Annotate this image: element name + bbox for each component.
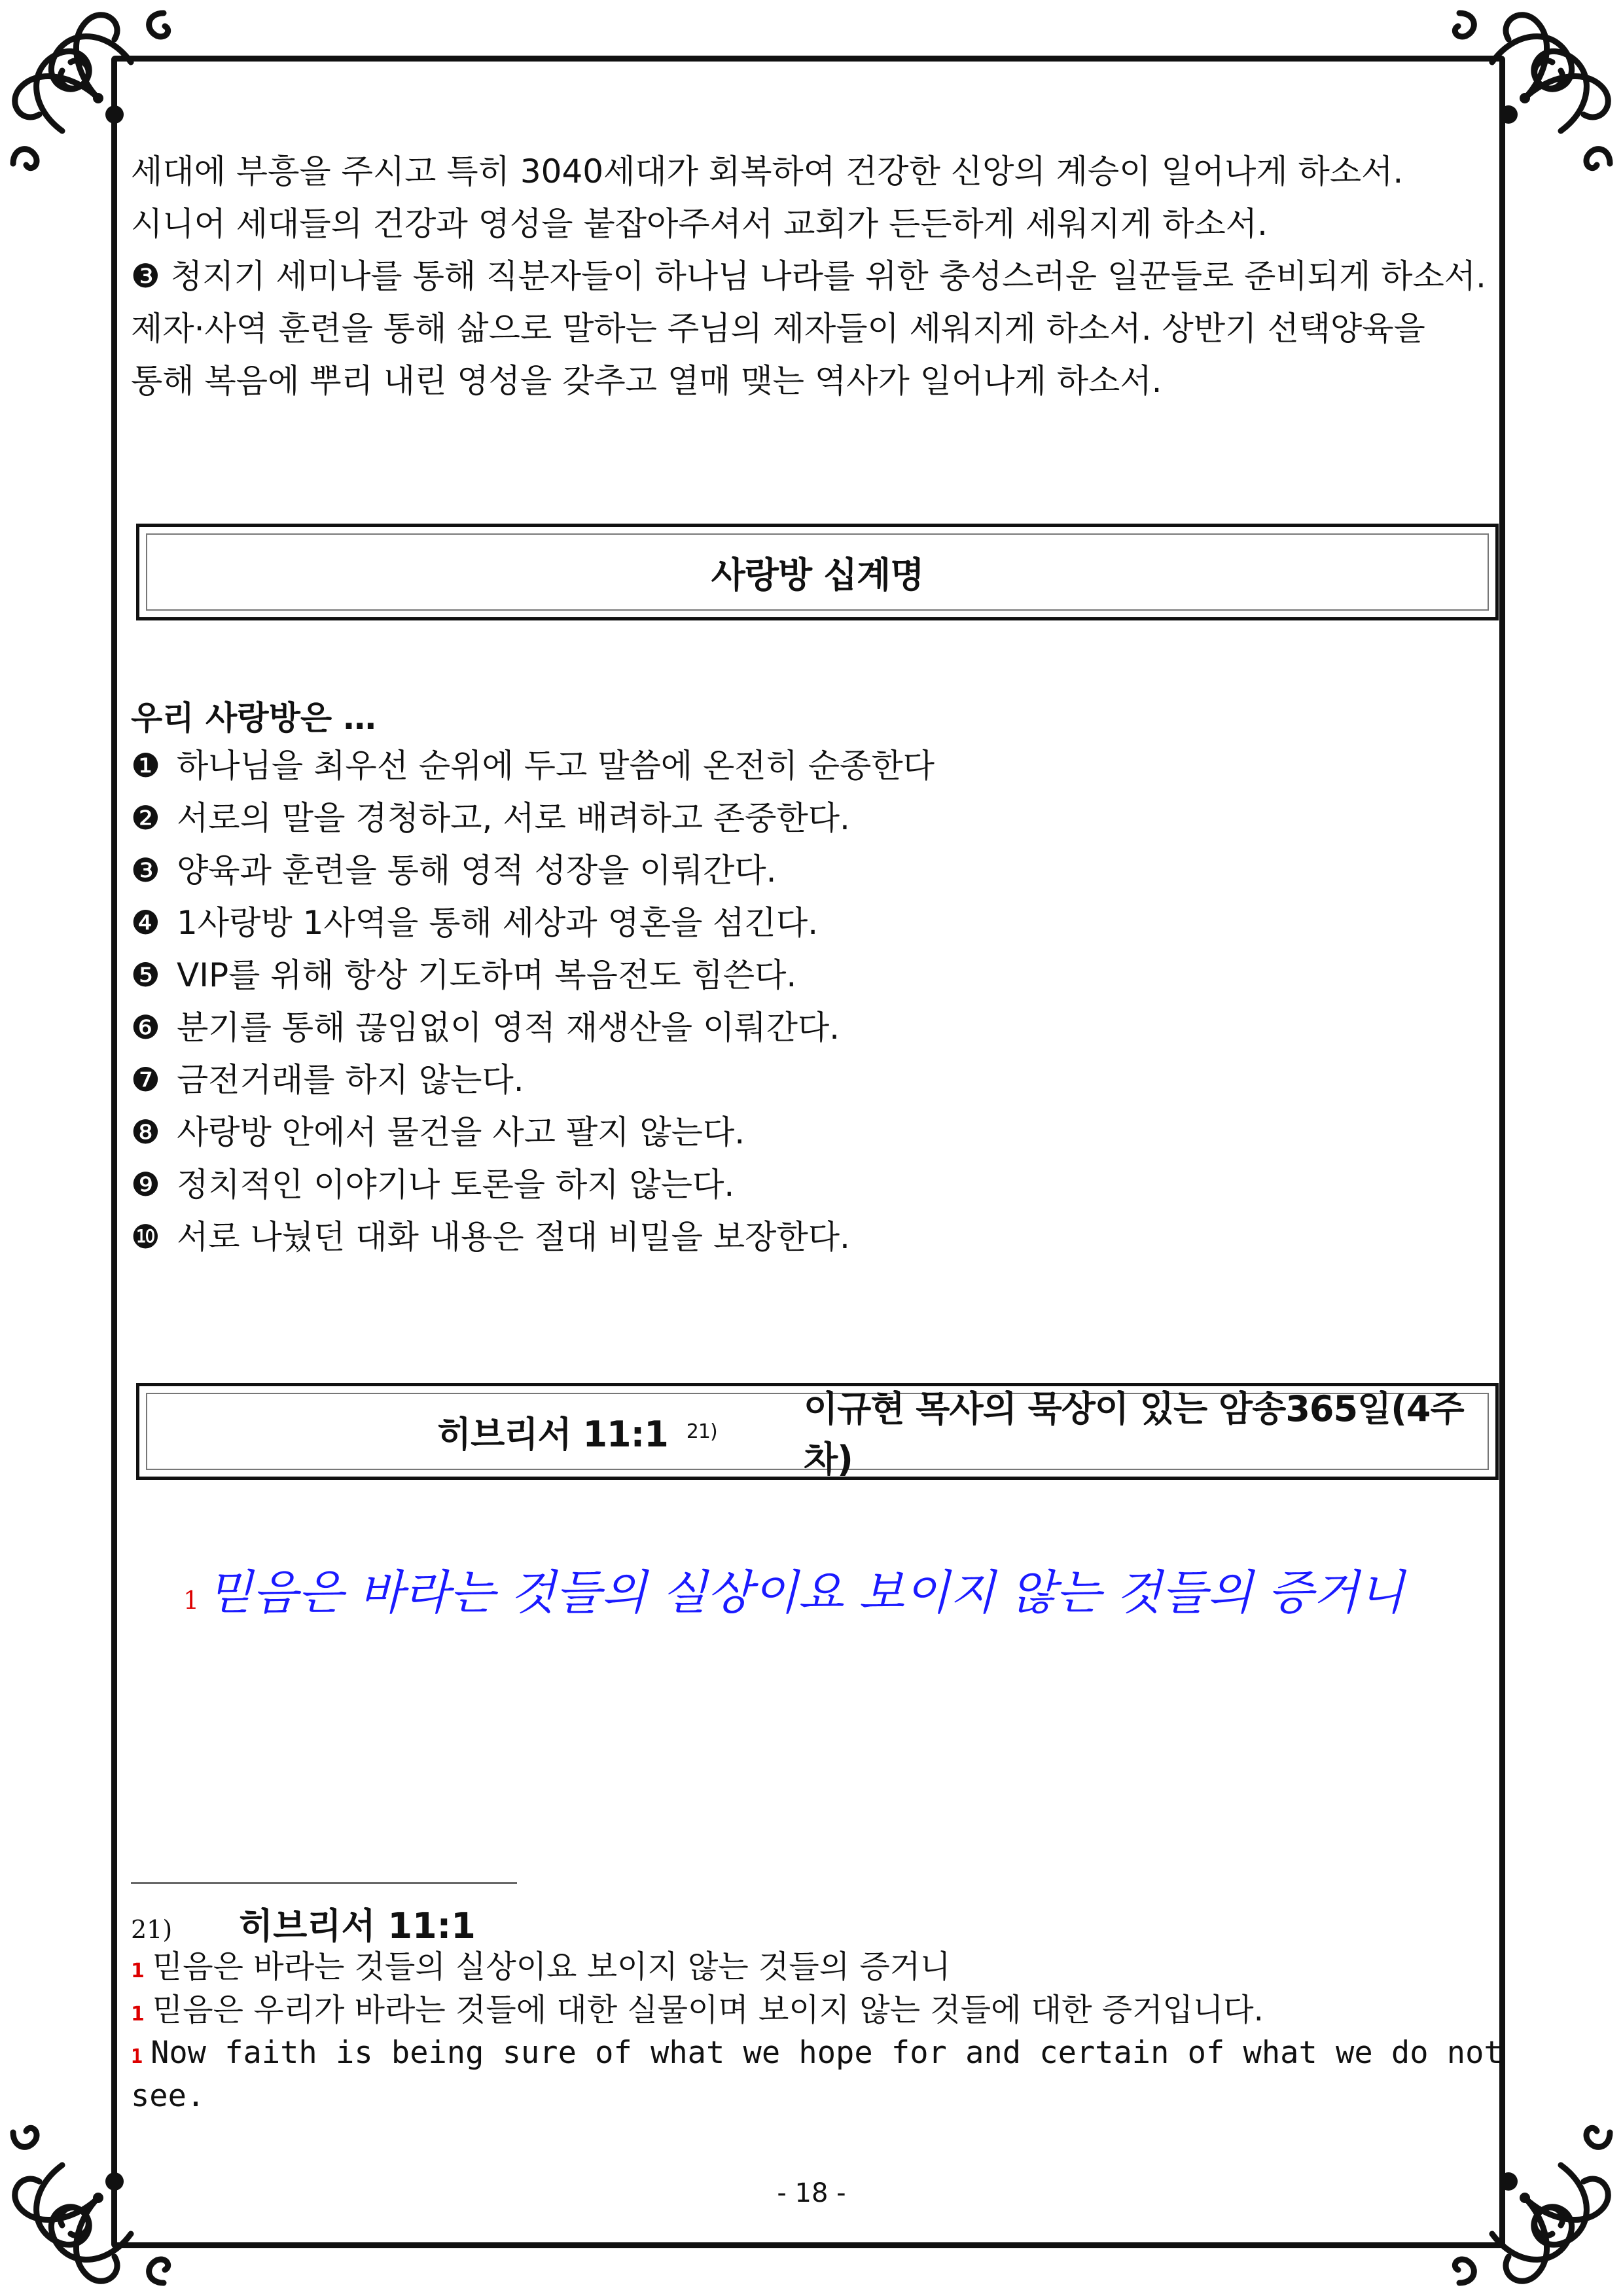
rule-text: 정치적인 이야기나 토론을 하지 않는다. <box>177 1166 735 1204</box>
rule-text: 서로의 말을 경청하고, 서로 배려하고 존중한다. <box>177 799 850 837</box>
list-item <box>131 848 935 900</box>
list-item <box>131 795 935 848</box>
list-item <box>131 1162 935 1214</box>
rule-text: VIP를 위해 항상 기도하며 복음전도 힘쓴다. <box>177 956 797 994</box>
footnote-continuation: see. <box>131 2078 205 2114</box>
footnote-text: 믿음은 바라는 것들의 실상이요 보이지 않는 것들의 증거니 <box>152 1948 951 1985</box>
rule-number: ❹ <box>131 904 160 942</box>
rule-text: 하나님을 최우선 순위에 두고 말씀에 온전히 순종한다 <box>177 747 935 785</box>
footnote-text: 믿음은 우리가 바라는 것들에 대한 실물이며 보이지 않는 것들에 대한 증거입니다. <box>152 1992 1264 2028</box>
verse-reference-text: 히브리서 11:1 <box>437 1413 668 1455</box>
section-title: 사랑방 십계명 <box>711 554 924 596</box>
footnote-line <box>131 1988 1264 2036</box>
footnote-title: 히브리서 11:1 <box>239 1905 476 1946</box>
rule-text: 1사랑방 1사역을 통해 세상과 영혼을 섬긴다. <box>177 904 819 942</box>
intro-line: 시니어 세대들의 건강과 영성을 붙잡아주셔서 교회가 든든하게 세워지게 하소서. <box>131 205 1268 243</box>
footnote-verse-number: 1 <box>131 2003 145 2026</box>
rule-text: 서로 나눴던 대화 내용은 절대 비밀을 보장한다. <box>177 1218 850 1256</box>
rule-number: ❺ <box>131 956 160 994</box>
footnote-verse-number: 1 <box>131 1960 145 1982</box>
footnote-header <box>131 1898 476 1948</box>
footnote-line <box>131 2032 1503 2079</box>
memory-verse <box>183 1554 1404 1623</box>
list-item <box>131 900 935 952</box>
footnote-text: Now faith is being sure of what we hope for and certain of what we do not <box>151 2035 1503 2071</box>
rule-text: 사랑방 안에서 물건을 사고 팔지 않는다. <box>177 1113 745 1151</box>
footnote-divider <box>131 1882 517 1884</box>
rules-heading: 우리 사랑방은 … <box>131 699 376 737</box>
footnote-ref[interactable]: 21) <box>686 1420 717 1443</box>
rule-number: ❶ <box>131 747 160 785</box>
rule-number: ❿ <box>131 1218 160 1256</box>
list-item <box>131 1005 935 1057</box>
rule-number: ❷ <box>131 799 160 837</box>
list-item <box>131 952 935 1005</box>
intro-paragraph <box>131 145 1486 407</box>
verse-reference <box>437 1386 717 1477</box>
section-title-box <box>136 524 1499 620</box>
verse-number: 1 <box>183 1586 200 1615</box>
rule-text: 금전거래를 하지 않는다. <box>177 1061 524 1099</box>
rules-list <box>131 743 935 1266</box>
verse-text: 믿음은 바라는 것들의 실상이요 보이지 않는 것들의 증거니 <box>207 1565 1404 1620</box>
footnote-verse-number: 1 <box>131 2045 143 2068</box>
footnote-line <box>131 1945 951 1993</box>
intro-line: 제자·사역 훈련을 통해 삶으로 말하는 주님의 제자들이 세워지게 하소서. 상반기 선택양육을 <box>131 310 1425 348</box>
rule-number: ❸ <box>131 852 160 889</box>
rule-number: ❾ <box>131 1166 160 1204</box>
footnote-marker: 21) <box>131 1915 173 1944</box>
list-item <box>131 1057 935 1109</box>
page-number: - 18 - <box>777 2178 846 2208</box>
intro-line: 세대에 부흥을 주시고 특히 3040세대가 회복하여 건강한 신앙의 계승이 일어나게 하소서. <box>131 152 1404 190</box>
list-item <box>131 743 935 795</box>
rule-number: ❼ <box>131 1061 160 1099</box>
rule-number: ❽ <box>131 1113 160 1151</box>
verse-title-box <box>136 1383 1499 1480</box>
rule-number: ❻ <box>131 1009 160 1047</box>
intro-line: 통해 복음에 뿌리 내린 영성을 갖추고 열매 맺는 역사가 일어나게 하소서. <box>131 362 1162 400</box>
rule-text: 분기를 통해 끊임없이 영적 재생산을 이뤄간다. <box>177 1009 840 1047</box>
list-item <box>131 1109 935 1162</box>
list-item <box>131 1214 935 1266</box>
intro-line: ❸ 청지기 세미나를 통해 직분자들이 하나님 나라를 위한 충성스러운 일꾼들로 준비되게 하소서. <box>131 257 1486 295</box>
rule-text: 양육과 훈련을 통해 영적 성장을 이뤄간다. <box>177 852 777 889</box>
verse-subtitle: 이규현 목사의 묵상이 있는 암송365일(4주차) <box>804 1388 1464 1480</box>
